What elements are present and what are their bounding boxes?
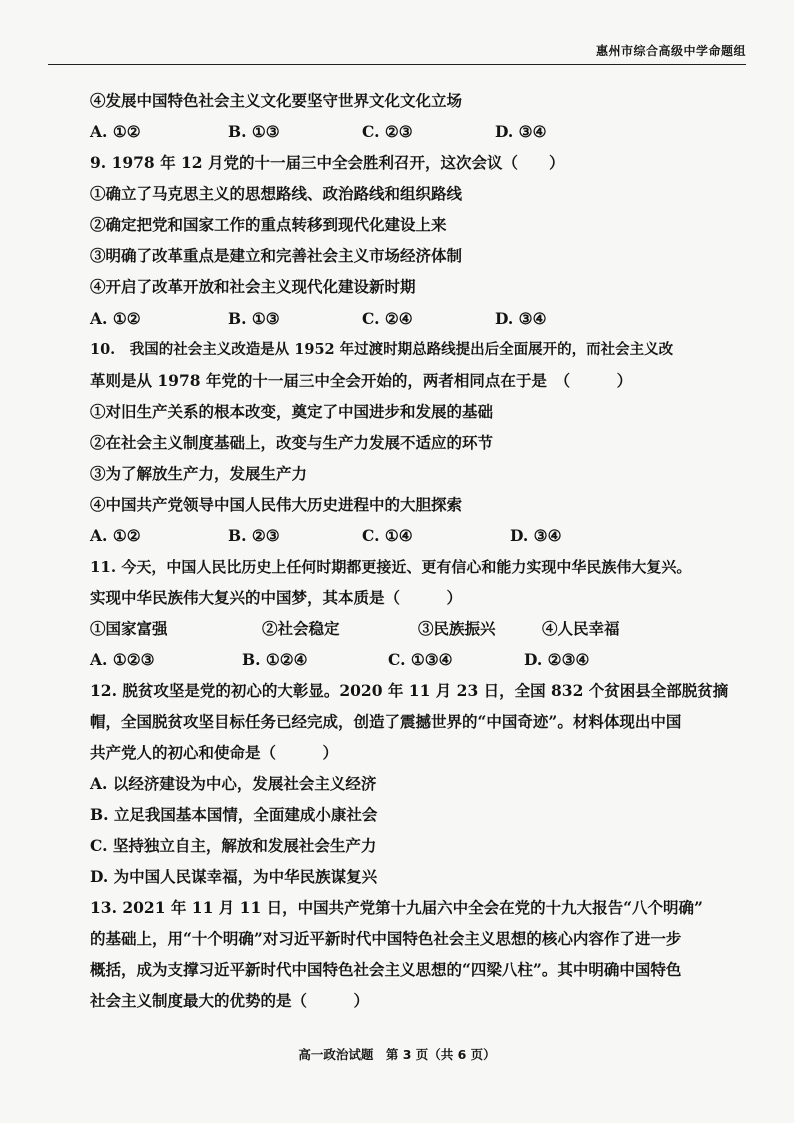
q9-item-1: ①确立了马克思主义的思想路线、政治路线和组织路线	[90, 184, 463, 203]
q12-option-c: C. 坚持独立自主，解放和发展社会生产力	[90, 836, 377, 855]
q11-item-4: ④人民幸福	[542, 619, 620, 638]
q13-stem-line2: 的基础上，用“十个明确”对习近平新时代中国特色社会主义思想的核心内容作了进一步	[90, 929, 682, 948]
q10-item-4: ④中国共产党领导中国人民伟大历史进程中的大胆探索	[90, 495, 463, 514]
q12-stem-line1: 12. 脱贫攻坚是党的初心的大彰显。2020 年 11 月 23 日，全国 832 个贫困县全部脱贫摘	[90, 681, 729, 700]
q13-stem-line1: 13. 2021 年 11 月 11 日，中国共产党第十九届六中全会在党的十九大报告“八个明确”	[90, 898, 703, 917]
q10-stem-line2: 革则是从 1978 年党的十一届三中全会开始的，两者相同点在于是 （ ）	[90, 371, 633, 390]
q9-option-a: A. ①②	[90, 309, 141, 328]
q12-option-a: A. 以经济建设为中心，发展社会主义经济	[90, 774, 377, 793]
q9-item-2: ②确定把党和国家工作的重点转移到现代化建设上来	[90, 215, 447, 234]
header-title: 惠州市综合高级中学命题组	[595, 44, 746, 58]
q9-item-4: ④开启了改革开放和社会主义现代化建设新时期	[90, 277, 416, 296]
q9-option-c: C. ②④	[362, 309, 413, 328]
q8-item-4: ④发展中国特色社会主义文化要坚守世界文化文化立场	[90, 91, 463, 110]
q9-option-d: D. ③④	[495, 309, 547, 328]
q8-option-d: D. ③④	[495, 122, 547, 141]
q9-stem: 9. 1978 年 12 月党的十一届三中全会胜利召开，这次会议（ ）	[90, 153, 565, 172]
q11-stem-line2: 实现中华民族伟大复兴的中国梦，其本质是（ ）	[90, 588, 463, 607]
page-footer: 高一政治试题 第 3 页（共 6 页）	[298, 1047, 496, 1062]
q8-option-b: B. ①③	[228, 122, 280, 141]
q10-option-c: C. ①④	[362, 526, 413, 545]
q11-option-b: B. ①②④	[242, 650, 308, 669]
q9-options	[90, 308, 650, 330]
q11-option-a: A. ①②③	[90, 650, 155, 669]
q10-option-d: D. ③④	[510, 526, 562, 545]
q12-option-d: D. 为中国人民谋幸福，为中华民族谋复兴	[90, 867, 378, 886]
q12-stem-line2: 帽，全国脱贫攻坚目标任务已经完成，创造了震撼世界的“中国奇迹”。材料体现出中国	[90, 712, 682, 731]
q11-items	[90, 618, 650, 640]
q12-stem-line3: 共产党人的初心和使命是（ ）	[90, 743, 339, 762]
q11-stem-line1: 11. 今天，中国人民比历史上任何时期都更接近、更有信心和能力实现中华民族伟大复兴。	[90, 558, 692, 576]
q8-option-c: C. ②③	[362, 122, 413, 141]
q12-option-b: B. 立足我国基本国情，全面建成小康社会	[90, 805, 378, 824]
q9-item-3: ③明确了改革重点是建立和完善社会主义市场经济体制	[90, 246, 463, 265]
q10-item-3: ③为了解放生产力，发展生产力	[90, 464, 308, 483]
q13-stem-line3: 概括，成为支撑习近平新时代中国特色社会主义思想的“四梁八柱”。其中明确中国特色	[90, 960, 682, 979]
q8-options	[90, 121, 650, 143]
q10-option-b: B. ②③	[228, 526, 280, 545]
q11-item-2: ②社会稳定	[262, 619, 340, 638]
q11-option-d: D. ②③④	[524, 650, 590, 669]
q10-stem-line1: 10. 我国的社会主义改造是从 1952 年过渡时期总路线提出后全面展开的，而社会主义改	[90, 341, 674, 358]
q8-option-a: A. ①②	[90, 122, 141, 141]
page-header	[48, 40, 746, 65]
q13-stem-line4: 社会主义制度最大的优势的是（ ）	[90, 991, 370, 1010]
q10-item-1: ①对旧生产关系的根本改变，奠定了中国进步和发展的基础	[90, 402, 494, 421]
q11-option-c: C. ①③④	[388, 650, 453, 669]
q10-item-2: ②在社会主义制度基础上，改变与生产力发展不适应的环节	[90, 433, 494, 452]
q11-item-1: ①国家富强	[90, 619, 168, 638]
q10-option-a: A. ①②	[90, 526, 141, 545]
q11-item-3: ③民族振兴	[418, 619, 496, 638]
q10-options	[90, 525, 650, 547]
q9-option-b: B. ①③	[228, 309, 280, 328]
q11-options	[90, 649, 650, 671]
